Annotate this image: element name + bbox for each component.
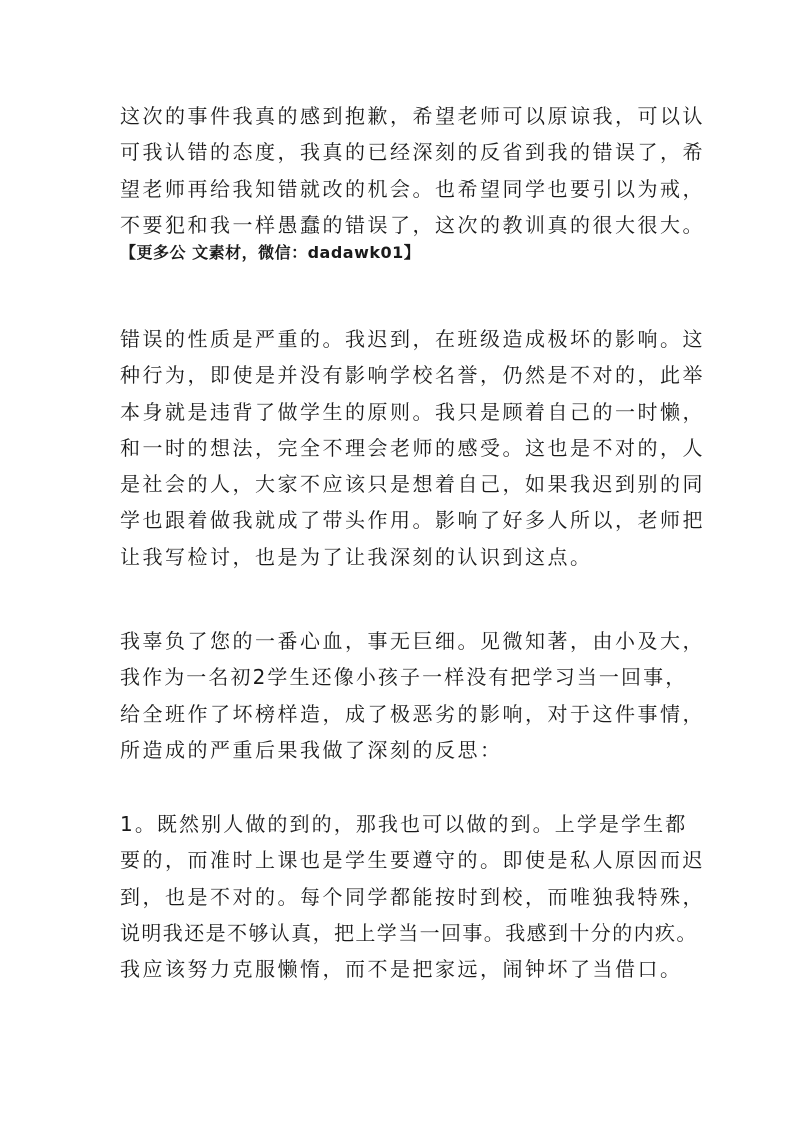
- text-line: 错误的性质是严重的。我迟到，在班级造成极坏的影响。这: [120, 327, 705, 351]
- text-line: 种行为，即使是并没有影响学校名誉，仍然是不对的，此举: [120, 363, 705, 388]
- text-line: 我应该努力克服懒惰，而不是把家远，闹钟坏了当借口。: [120, 957, 683, 982]
- text-line: 可我认错的态度，我真的已经深刻的反省到我的错误了，希: [120, 140, 705, 165]
- promo-text: 【更多公 文素材，微信：dadawk01】: [120, 243, 421, 262]
- paragraph-apology: [120, 98, 705, 243]
- text-line: 要的，而准时上课也是学生要遵守的。即使是私人原因而迟: [120, 848, 705, 873]
- paragraph-reflection: [120, 623, 705, 768]
- text-line: 1。既然别人做的到的，那我也可以做的到。上学是学生都: [120, 812, 688, 836]
- text-line: 不要犯和我一样愚蠢的错误了，这次的教训真的很大很大。: [120, 212, 705, 237]
- text-line: 到，也是不对的。每个同学都能按时到校，而唯独我特殊，: [120, 884, 705, 909]
- text-line: 这次的事件我真的感到抱歉，希望老师可以原谅我，可以认: [120, 104, 705, 128]
- paragraph-nature-of-error: [120, 321, 705, 575]
- text-line: 给全班作了坏榜样造，成了极恶劣的影响，对于这件事情，: [120, 701, 705, 726]
- text-line: 望老师再给我知错就改的机会。也希望同学也要引以为戒，: [120, 176, 705, 201]
- text-line: 和一时的想法，完全不理会老师的感受。这也是不对的，人: [120, 435, 705, 460]
- text-line: 是社会的人，大家不应该只是想着自己，如果我迟到别的同: [120, 472, 705, 497]
- text-line: 让我写检讨，也是为了让我深刻的认识到这点。: [120, 544, 593, 569]
- text-line: 学也跟着做我就成了带头作用。影响了好多人所以，老师把: [120, 508, 705, 533]
- text-line: 我辜负了您的一番心血，事无巨细。见微知著，由小及大，: [120, 629, 705, 653]
- text-line: 我作为一名初2学生还像小孩子一样没有把学习当一回事，: [120, 665, 688, 690]
- text-line: 本身就是违背了做学生的原则。我只是顾着自己的一时懒，: [120, 399, 705, 424]
- text-line: 所造成的严重后果我做了深刻的反思：: [120, 737, 503, 762]
- text-line: 说明我还是不够认真，把上学当一回事。我感到十分的内疚。: [120, 920, 698, 945]
- paragraph-point-1: [120, 806, 705, 987]
